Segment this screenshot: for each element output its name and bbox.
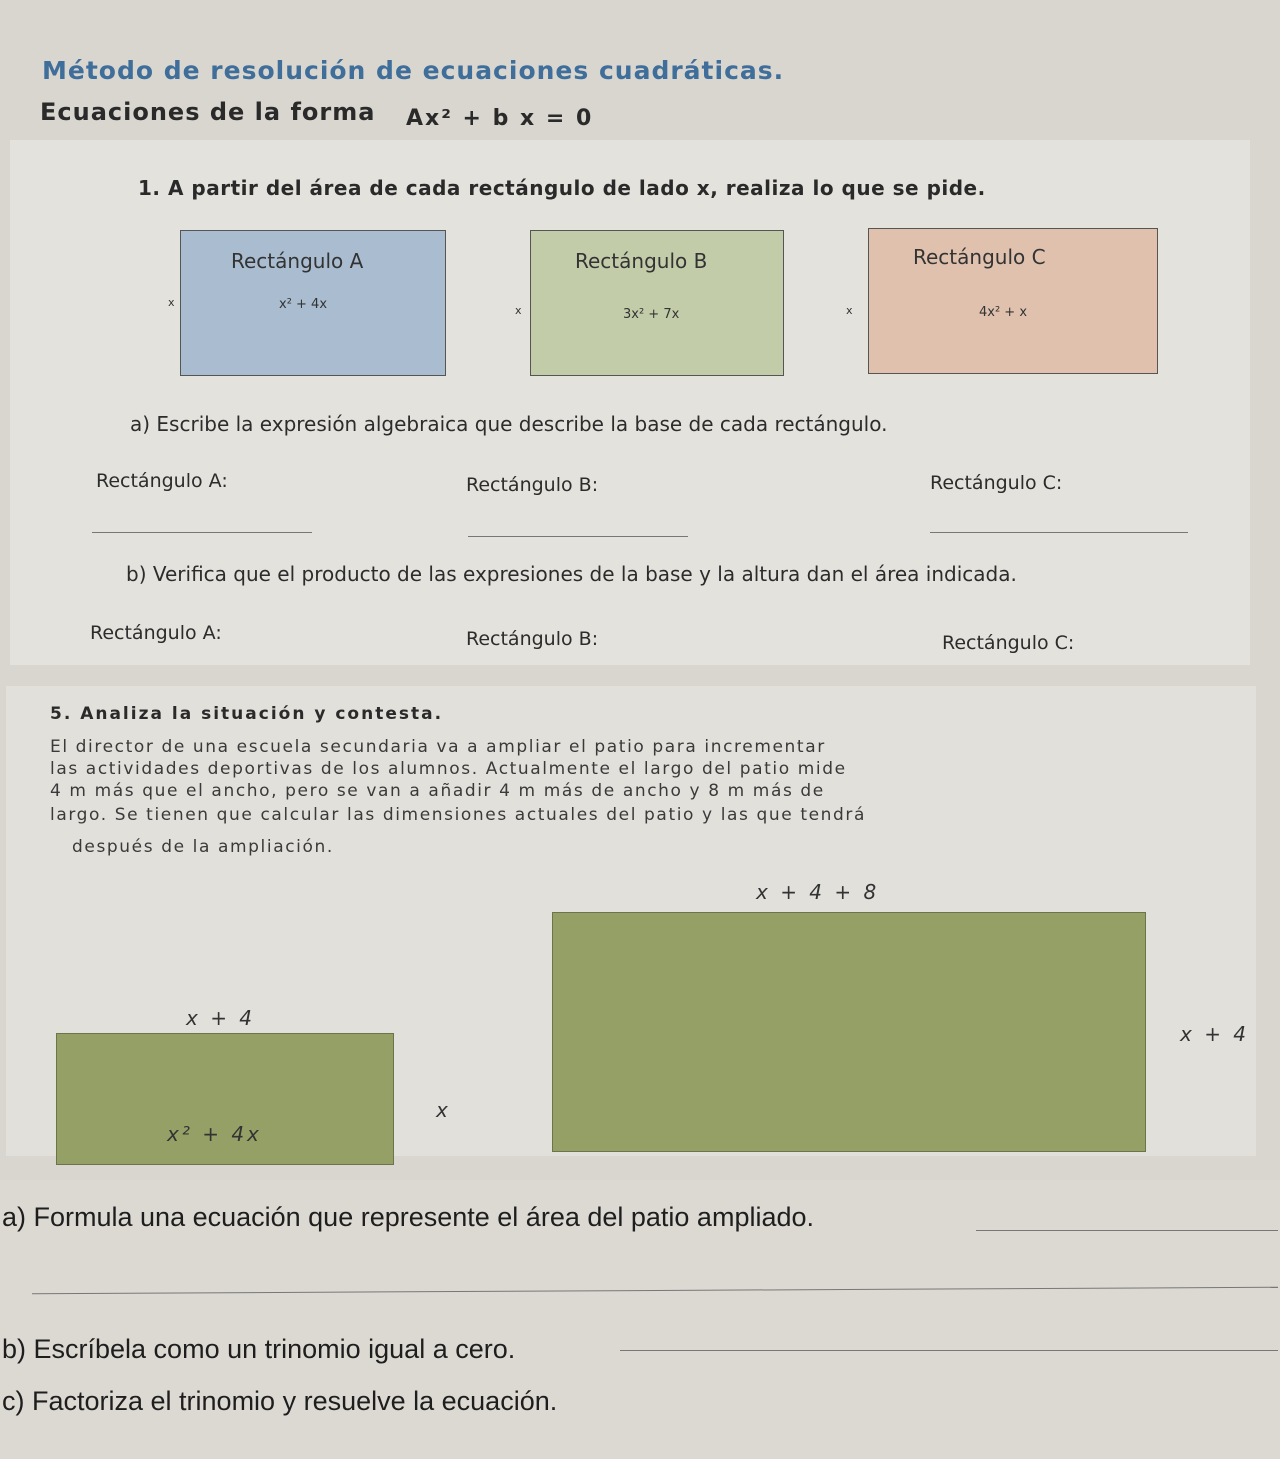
rectangle-a-side: x bbox=[168, 296, 175, 309]
rectangle-c-title: Rectángulo C bbox=[913, 245, 1046, 269]
rectangle-a-title: Rectángulo A bbox=[231, 249, 364, 273]
part-b-label-a: Rectángulo A: bbox=[90, 622, 222, 644]
question-a-line-1[interactable] bbox=[976, 1230, 1278, 1231]
part-a-label-a: Rectángulo A: bbox=[96, 470, 228, 492]
answer-line-a[interactable] bbox=[92, 532, 312, 533]
question-a: a) Formula una ecuación que represente el área del patio ampliado. bbox=[2, 1202, 815, 1232]
paragraph-line-2: las actividades deportivas de los alumnos. Actualmente el largo del patio mide bbox=[50, 759, 847, 779]
paragraph-line-4: largo. Se tienen que calcular las dimensiones actuales del patio y las que tendrá bbox=[50, 805, 867, 825]
exercise-5-heading: 5. Analiza la situación y contesta. bbox=[50, 704, 444, 724]
exercise-1-panel bbox=[10, 140, 1250, 665]
paragraph-line-5: después de la ampliación. bbox=[72, 837, 334, 857]
part-a-prompt: a) Escribe la expresión algebraica que describe la base de cada rectángulo. bbox=[130, 412, 888, 436]
big-patio-top-label: x + 4 + 8 bbox=[756, 880, 880, 904]
small-patio bbox=[56, 1033, 394, 1165]
question-c: c) Factoriza el trinomio y resuelve la ecuación. bbox=[2, 1386, 558, 1416]
part-b-label-c: Rectángulo C: bbox=[942, 632, 1075, 654]
rectangle-a bbox=[180, 230, 446, 376]
exercise-1-prompt: 1. A partir del área de cada rectángulo de lado x, realiza lo que se pide. bbox=[138, 176, 986, 200]
question-b-line[interactable] bbox=[620, 1350, 1278, 1351]
small-patio-area: x² + 4x bbox=[167, 1122, 262, 1146]
big-patio-side-label: x + 4 bbox=[1180, 1022, 1250, 1046]
answer-line-c[interactable] bbox=[930, 532, 1188, 533]
rectangle-a-area: x² + 4x bbox=[279, 297, 328, 312]
answer-line-b[interactable] bbox=[468, 536, 688, 537]
rectangle-b-side: x bbox=[515, 304, 522, 317]
rectangle-b-title: Rectángulo B bbox=[575, 249, 708, 273]
small-patio-side-label: x bbox=[436, 1098, 451, 1122]
paragraph-line-1: El director de una escuela secundaria va a ampliar el patio para incrementar bbox=[50, 737, 826, 757]
big-patio bbox=[552, 912, 1146, 1152]
rectangle-b bbox=[530, 230, 784, 376]
rectangle-c-area: 4x² + x bbox=[979, 305, 1028, 320]
question-b: b) Escríbela como un trinomio igual a cero. bbox=[2, 1334, 516, 1364]
part-b-label-b: Rectángulo B: bbox=[466, 628, 599, 650]
small-patio-top-label: x + 4 bbox=[186, 1006, 256, 1030]
page-title: Método de resolución de ecuaciones cuadráticas. bbox=[42, 56, 785, 85]
part-b-prompt: b) Verifica que el producto de las expresiones de la base y la altura dan el área indicada. bbox=[126, 562, 1017, 586]
section-subtitle: Ecuaciones de la forma bbox=[40, 98, 376, 126]
rectangle-b-area: 3x² + 7x bbox=[623, 307, 680, 322]
part-a-label-c: Rectángulo C: bbox=[930, 472, 1063, 494]
paragraph-line-3: 4 m más que el ancho, pero se van a añadir 4 m más de ancho y 8 m más de bbox=[50, 781, 825, 801]
rectangle-c bbox=[868, 228, 1158, 374]
rectangle-c-side: x bbox=[846, 304, 853, 317]
general-equation: Ax² + b x = 0 bbox=[406, 106, 594, 131]
part-a-label-b: Rectángulo B: bbox=[466, 474, 599, 496]
